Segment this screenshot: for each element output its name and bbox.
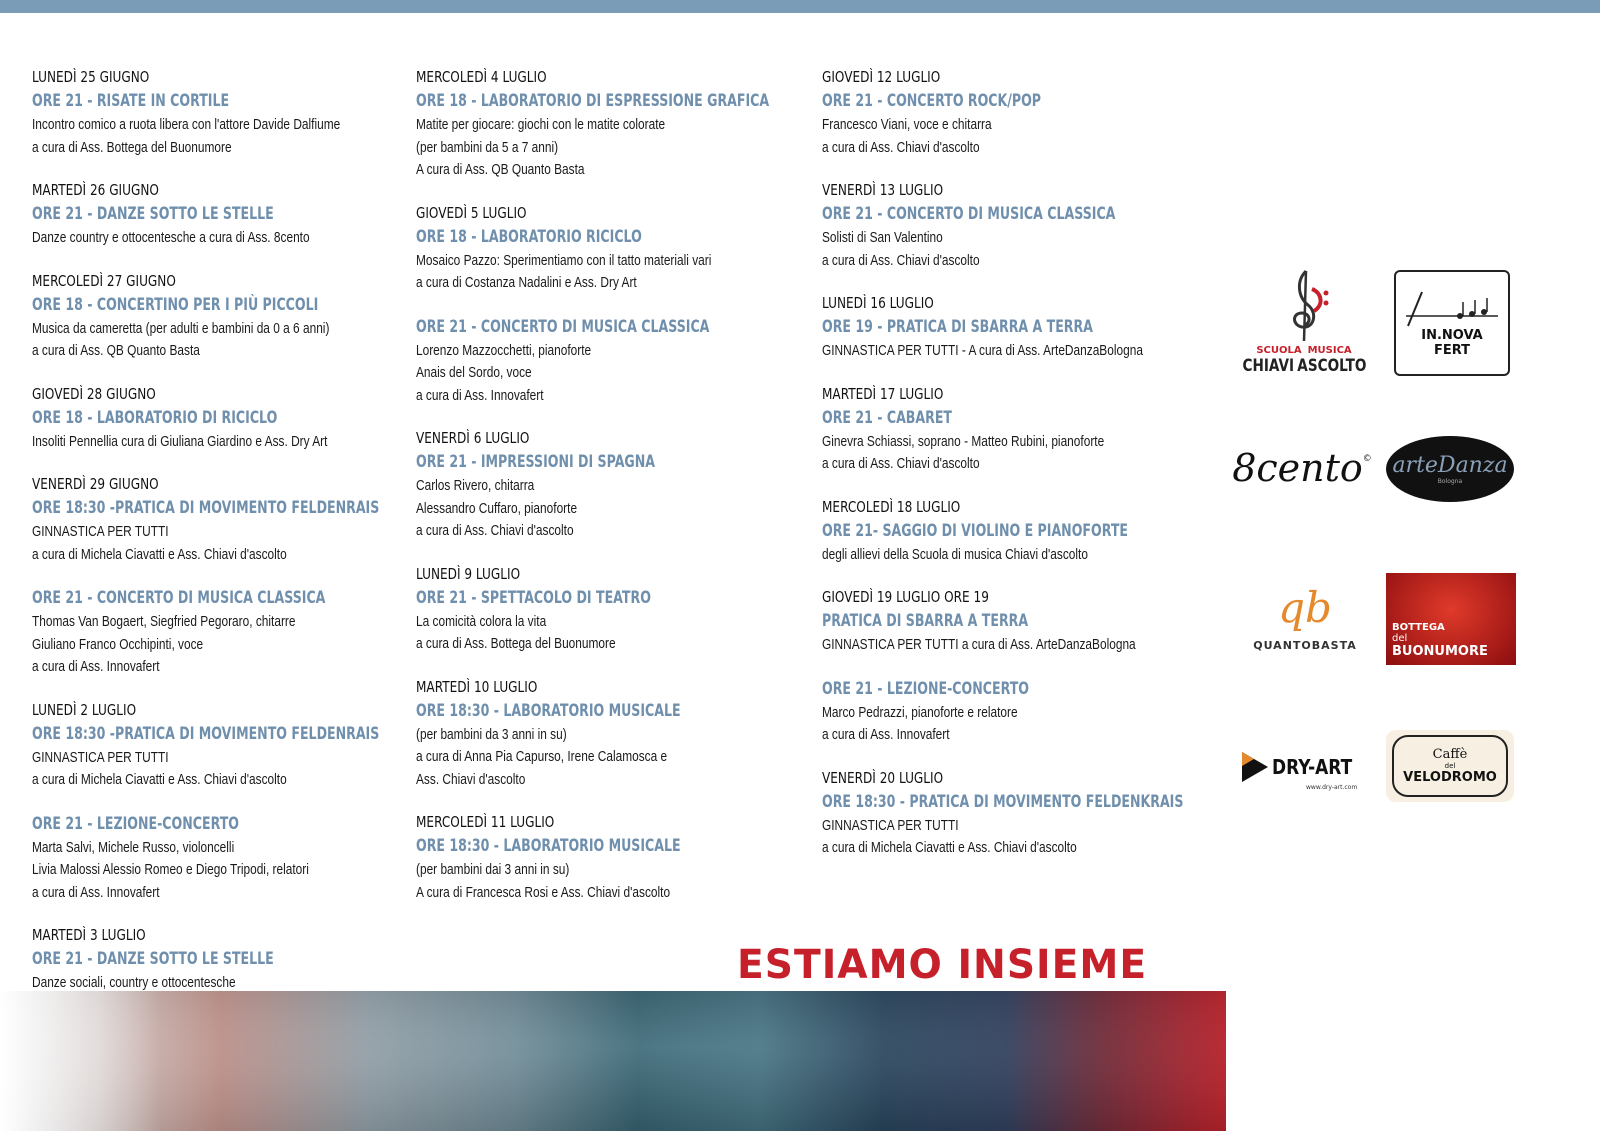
logo-text: BUONUMORE <box>1392 644 1488 659</box>
event-date: GIOVEDÌ 12 LUGLIO <box>822 68 941 86</box>
event <box>32 812 392 905</box>
event-detail: GINNASTICA PER TUTTI <box>822 817 959 834</box>
logo-text: del <box>1444 762 1456 770</box>
event-detail: Carlos Rivero, chitarra <box>416 478 535 494</box>
event-date: VENERDÌ 29 GIUGNO <box>32 475 159 493</box>
event <box>416 66 811 182</box>
logo-text: ASCOLTO <box>1296 355 1366 376</box>
event-title: ORE 21 - DANZE SOTTO LE STELLE <box>32 204 274 224</box>
event-title: ORE 18 - LABORATORIO DI RICICLO <box>32 407 278 428</box>
event-title: ORE 21 - CONCERTO ROCK/POP <box>822 91 1041 111</box>
photo-shade <box>0 991 1226 1131</box>
event-date: LUNEDÌ 9 LUGLIO <box>416 564 521 583</box>
event-title: ORE 21 - LEZIONE-CONCERTO <box>32 813 239 834</box>
event-title: ORE 21 - LEZIONE-CONCERTO <box>822 678 1029 699</box>
event-date: LUNEDÌ 25 GIUGNO <box>32 68 150 86</box>
quantobasta-logo <box>1238 578 1372 658</box>
event <box>822 292 1222 363</box>
event-detail: La comicità colora la vita <box>416 613 547 630</box>
event-title: ORE 21 - CONCERTO DI MUSICA CLASSICA <box>32 588 326 608</box>
event-detail: Ass. Chiavi d'ascolto <box>416 771 526 788</box>
event-detail: a cura di Ass. Innovafert <box>32 884 160 901</box>
event <box>32 383 392 454</box>
logo-text: CHIAVI <box>1242 355 1294 376</box>
event-detail: Marta Salvi, Michele Russo, violoncelli <box>32 839 235 856</box>
caffe-velodromo-logo <box>1386 730 1514 802</box>
event <box>822 383 1222 476</box>
event-title: ORE 21 - CABARET <box>822 407 952 428</box>
event-detail: Thomas Van Bogaert, Siegfried Pegoraro, chitarre <box>32 614 296 630</box>
event <box>822 179 1222 272</box>
event <box>822 496 1222 567</box>
event-detail: Francesco Viani, voce e chitarra <box>822 117 992 133</box>
event-detail: Marco Pedrazzi, pianoforte e relatore <box>822 704 1018 721</box>
photo-fade <box>0 991 160 1131</box>
event-detail: Ginevra Schiassi, soprano - Matteo Rubini, pianoforte <box>822 433 1105 450</box>
logo-text: Bologna <box>1437 478 1463 485</box>
event <box>416 676 811 792</box>
logo-text: www.dry-art.com <box>1306 783 1358 791</box>
event <box>416 202 811 295</box>
event <box>32 586 392 679</box>
event-detail: a cura di Costanza Nadalini e Ass. Dry Art <box>416 275 637 291</box>
event-detail: Danze sociali, country e ottocentesche <box>32 975 236 991</box>
logo-text: MUSICA <box>1307 344 1352 356</box>
event <box>416 811 811 904</box>
headline-title: ESTIAMO INSIEME <box>737 942 1148 988</box>
event <box>32 270 392 363</box>
event-detail: GINNASTICA PER TUTTI <box>32 524 169 540</box>
schedule-column-1 <box>32 66 392 1037</box>
event-detail: Musica da cameretta (per adulti e bambini da 0 a 6 anni) <box>32 320 330 337</box>
event <box>32 473 392 566</box>
event-date: LUNEDÌ 2 LUGLIO <box>32 700 137 719</box>
event <box>416 427 811 543</box>
event-detail: Anais del Sordo, voce <box>416 365 532 381</box>
event-date: MARTEDÌ 26 GIUGNO <box>32 181 159 199</box>
event-date: GIOVEDÌ 28 GIUGNO <box>32 384 156 403</box>
event-title: ORE 18:30 -PRATICA DI MOVIMENTO FELDENRAIS <box>32 723 380 744</box>
logo-text: del <box>1392 633 1408 644</box>
event-detail: Lorenzo Mazzocchetti, pianoforte <box>416 342 592 359</box>
event-detail: a cura di Anna Pia Capurso, Irene Calamosca e <box>416 749 668 765</box>
event-date: MERCOLEDÌ 4 LUGLIO <box>416 68 547 86</box>
schedule-column-3 <box>822 66 1222 880</box>
qb-mark-icon: qb <box>1278 582 1332 632</box>
event <box>32 66 392 159</box>
event-detail: GINNASTICA PER TUTTI - A cura di Ass. ArteDanzaBologna <box>822 343 1143 359</box>
event-title: ORE 18:30 - LABORATORIO MUSICALE <box>416 700 681 721</box>
event-detail: GINNASTICA PER TUTTI <box>32 749 169 766</box>
event-detail: a cura di Michela Ciavatti e Ass. Chiavi d'ascolto <box>822 840 1077 856</box>
chiavi-ascolto-logo <box>1242 258 1366 384</box>
event <box>822 677 1222 747</box>
top-color-bar <box>0 0 1600 13</box>
event-date: VENERDÌ 6 LUGLIO <box>416 429 530 447</box>
event-date: MARTEDÌ 3 LUGLIO <box>32 926 146 944</box>
event-detail: a cura di Ass. Chiavi d'ascolto <box>416 523 574 539</box>
ottocento-logo <box>1232 438 1372 498</box>
event-date: MERCOLEDÌ 27 GIUGNO <box>32 271 176 290</box>
innovafert-logo <box>1394 270 1510 376</box>
event-title: ORE 18 - LABORATORIO RICICLO <box>416 226 642 247</box>
event <box>416 315 811 408</box>
event-title: ORE 18:30 - PRATICA DI MOVIMENTO FELDENKRAIS <box>822 791 1184 812</box>
logo-text: © <box>1362 454 1372 464</box>
event-detail: a cura di Ass. Chiavi d'ascolto <box>822 252 980 269</box>
event-date: MERCOLEDÌ 18 LUGLIO <box>822 497 961 516</box>
event-title: ORE 19 - PRATICA DI SBARRA A TERRA <box>822 317 1093 337</box>
event-title: PRATICA DI SBARRA A TERRA <box>822 611 1029 631</box>
logo-text: SCUOLA <box>1256 344 1302 356</box>
event-detail: Danze country e ottocentesche a cura di Ass. 8cento <box>32 230 310 246</box>
event-detail: Mosaico Pazzo: Sperimentiamo con il tatto materiali vari <box>416 252 712 269</box>
music-staff-icon <box>1402 288 1502 328</box>
logo-text: arteDanza <box>1392 453 1508 478</box>
event-detail: a cura di Ass. Innovafert <box>416 387 544 404</box>
artedanza-logo <box>1386 436 1514 502</box>
event <box>32 699 392 792</box>
event-detail: Alessandro Cuffaro, pianoforte <box>416 500 578 517</box>
event-detail: a cura di Michela Ciavatti e Ass. Chiavi d'ascolto <box>32 772 287 788</box>
event-detail: Incontro comico a ruota libera con l'attore Davide Dalfiume <box>32 117 341 133</box>
treble-clef-icon <box>1274 267 1334 345</box>
event-detail: Matite per giocare: giochi con le matite colorate <box>416 117 666 133</box>
logo-text: FERT <box>1433 343 1471 358</box>
event-date: GIOVEDÌ 19 LUGLIO ORE 19 <box>822 588 989 606</box>
event-title: ORE 21- SAGGIO DI VIOLINO E PIANOFORTE <box>822 520 1129 541</box>
event-title: ORE 21 - DANZE SOTTO LE STELLE <box>32 949 274 969</box>
event-detail: Solisti di San Valentino <box>822 230 943 246</box>
event-detail: degli allievi della Scuola di musica Chiavi d'ascolto <box>822 546 1088 563</box>
event <box>416 563 811 656</box>
event-detail: (per bambini da 3 anni in su) <box>416 726 567 743</box>
event-date: MARTEDÌ 17 LUGLIO <box>822 384 944 403</box>
event-detail: (per bambini dai 3 anni in su) <box>416 862 570 878</box>
event-detail: a cura di Ass. Chiavi d'ascolto <box>822 139 980 156</box>
event-detail: A cura di Ass. QB Quanto Basta <box>416 162 585 178</box>
event-title: ORE 21 - RISATE IN CORTILE <box>32 91 230 111</box>
logo-text: DRY-ART <box>1272 754 1353 779</box>
event-detail: A cura di Francesca Rosi e Ass. Chiavi d'ascolto <box>416 884 671 901</box>
bottega-buonumore-logo <box>1386 573 1516 665</box>
event-detail: Livia Malossi Alessio Romeo e Diego Tripodi, relatori <box>32 862 309 878</box>
logo-text: 8cento <box>1232 446 1363 490</box>
event-detail: Giuliano Franco Occhipinti, voce <box>32 636 204 653</box>
event <box>822 586 1222 657</box>
event-title: ORE 21 - CONCERTO DI MUSICA CLASSICA <box>416 316 710 337</box>
event-date: VENERDÌ 20 LUGLIO <box>822 768 944 787</box>
event-date: GIOVEDÌ 5 LUGLIO <box>416 203 527 222</box>
event-detail: a cura di Ass. Innovafert <box>32 659 160 675</box>
logo-text: Caffè <box>1432 747 1468 762</box>
logo-text: QUANTOBASTA <box>1253 638 1357 652</box>
event-date: LUNEDÌ 16 LUGLIO <box>822 294 934 312</box>
event-title: ORE 18:30 -PRATICA DI MOVIMENTO FELDENRAIS <box>32 498 380 518</box>
event <box>822 66 1222 159</box>
event-detail: a cura di Michela Ciavatti e Ass. Chiavi d'ascolto <box>32 546 287 563</box>
event-detail: a cura di Ass. QB Quanto Basta <box>32 343 200 359</box>
play-triangle-icon <box>1240 750 1270 784</box>
event-date: VENERDÌ 13 LUGLIO <box>822 181 944 199</box>
event-detail: a cura di Ass. Innovafert <box>822 727 950 743</box>
event-title: ORE 18:30 - LABORATORIO MUSICALE <box>416 836 681 856</box>
event-detail: Insoliti Pennellia cura di Giuliana Giardino e Ass. Dry Art <box>32 433 328 450</box>
event-title: ORE 21 - SPETTACOLO DI TEATRO <box>416 587 651 608</box>
event-title: ORE 21 - IMPRESSIONI DI SPAGNA <box>416 452 656 472</box>
event-title: ORE 18 - CONCERTINO PER I PIÙ PICCOLI <box>32 294 319 315</box>
logo-text: IN.NOVA <box>1421 328 1483 343</box>
event <box>32 179 392 250</box>
event <box>822 767 1222 860</box>
dryart-logo <box>1240 742 1370 798</box>
event-title: ORE 18 - LABORATORIO DI ESPRESSIONE GRAFICA <box>416 91 770 111</box>
event-detail: (per bambini da 5 a 7 anni) <box>416 139 559 156</box>
event-detail: GINNASTICA PER TUTTI a cura di Ass. ArteDanzaBologna <box>822 637 1136 653</box>
logo-text: VELODROMO <box>1403 770 1497 785</box>
event-detail: a cura di Ass. Bottega del Buonumore <box>416 636 616 652</box>
event-detail: a cura di Ass. Chiavi d'ascolto <box>822 456 980 472</box>
event-title: ORE 21 - CONCERTO DI MUSICA CLASSICA <box>822 204 1116 224</box>
logo-text: BOTTEGA <box>1392 622 1445 633</box>
schedule-column-2 <box>416 66 811 924</box>
event-date: MARTEDÌ 10 LUGLIO <box>416 677 538 696</box>
event-date: MERCOLEDÌ 11 LUGLIO <box>416 813 555 831</box>
event-detail: a cura di Ass. Bottega del Buonumore <box>32 139 232 156</box>
